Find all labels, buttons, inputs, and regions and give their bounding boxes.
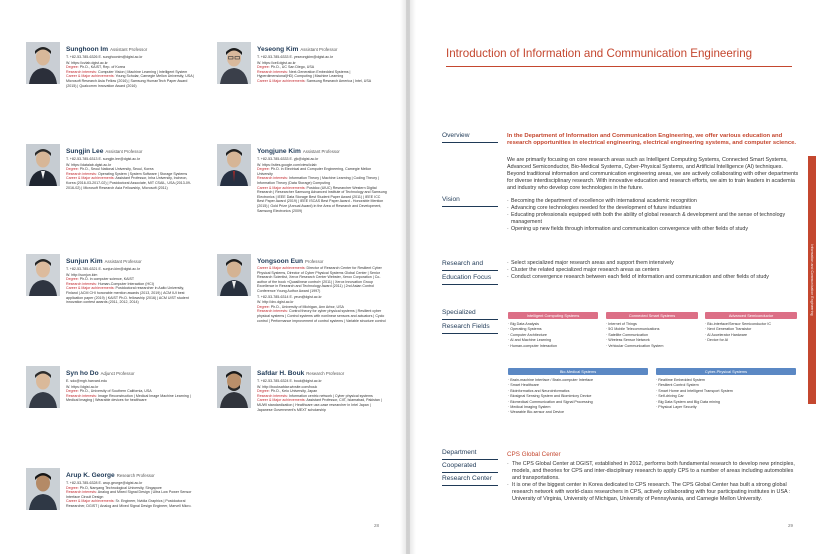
list-item: · Smart Home and Intelligent Transport System: [656, 389, 798, 394]
label-line: Research and: [442, 260, 484, 267]
degree-label: Degree:: [257, 304, 270, 309]
list-item: · Satellite Communication: [606, 333, 700, 338]
faculty-photo: [217, 42, 251, 84]
faculty-degree: Ph.D, Nanyang Technological University, Singapore: [79, 485, 162, 490]
research-label: Research interests:: [257, 393, 288, 398]
faculty-tel: T. +82-53-785-6324: [257, 379, 289, 383]
gutter-shadow: [400, 0, 416, 554]
faculty-awards: Postdoctoral researcher in Aalto University, Finland | ACM CHI honorable mention awards (2013, 2019) | ACM IUI best application paper (2019) | KAIST Ph.D. fellowship (2016) | ACM UIST student innovation contest awards (2011, 2012, 2014): [66, 286, 189, 305]
label-line: Research Fields: [442, 323, 490, 330]
vision-label: Vision: [442, 196, 460, 203]
list-item: · Operating Systems: [508, 327, 600, 332]
list-item: · Wireless Sensor Network: [606, 338, 700, 343]
faculty-awards: Director of Research Center for Resilient Cyber Physical Systems, Director of Cyber Physical Systems Global Center | Senior Research Scientist, Xerox Research Center Webster, Xerox Corporation | Co-author of the book »Quasilinear control« (2011) | Xerox Innovation Group Excellence in Research and Technology Award (2011) | 2nd Asian Control Conference Young Author Award (1997): [257, 266, 382, 293]
degree-label: Degree:: [66, 65, 79, 70]
faculty-title: Assistant Professor: [110, 47, 148, 52]
side-tab-label: Information and Communication Engineering: [810, 244, 814, 316]
faculty-web[interactable]: W. http://bouksafdar.wixsite.com/bouk: [257, 384, 318, 389]
field-header: Connected Smart Systems: [606, 312, 698, 319]
awards-label: Career & Major achievements:: [66, 499, 115, 504]
faculty-awards: Young Scholar, Carnegie Mellon University, USA | Microsoft Research Asia Fellow (2016) | Samsung HumanTech Paper Award (2015) | Qualcomm Innovation Award (2016): [66, 74, 195, 88]
title-rule: [446, 66, 792, 67]
field-list: [606, 322, 700, 349]
faculty-awards: Postdoc (UIUC) Researcher Western Digital Research | Researcher Samsung Advanced Institute of Technology and Samsung Electronics | IEEE Data Storage Best Student Paper Award (2011) | IEEE ICC Best Paper Award (2019) | IEEE ISCAS Best Paper Award - Honorable Mention (2015) | Gold Prize (Annual Award) in the Area of Research and Development, Samsung Electronics (2009): [257, 185, 387, 213]
list-item: · Bio-interface/Sensor Semiconductor IC: [705, 322, 799, 327]
faculty-research: Human-Computer Interaction (HCI): [97, 281, 154, 286]
faculty-web[interactable]: W. http://sunjun.kim: [66, 272, 98, 277]
section-divider: [442, 485, 498, 486]
research-label: Research interests:: [257, 309, 288, 314]
degree-label: Degree:: [66, 389, 79, 394]
faculty-degree: Ph.D., Seoul National University, Seoul, Korea: [79, 167, 154, 172]
list-item: · Realtime Embedded System: [656, 378, 798, 383]
faculty-card: [217, 254, 387, 364]
list-item: · AI and Machine Learning: [508, 338, 600, 343]
faculty-email[interactable]: E. yjk@dgist.ac.kr: [289, 157, 319, 161]
list-item: · Bioinformatics and Neuroinformatics: [508, 389, 650, 394]
faculty-tel: T. +82-53-785-6314: [257, 294, 289, 299]
research-label: Research interests:: [257, 176, 288, 181]
awards-label: Career & Major achievements:: [257, 185, 306, 190]
faculty-degree: Ph.D. in computer science, KAIST: [79, 277, 135, 282]
section-divider: [442, 206, 498, 207]
list-item: · Opening up new fields through information and communication convergence with other fields of study: [507, 226, 799, 233]
faculty-degree: Ph.D., KAIST, Rep. of Korea: [79, 65, 125, 70]
list-item: · Becoming the department of excellence with international academic recognition: [507, 198, 799, 205]
faculty-card: [26, 366, 196, 466]
awards-label: Career & Major achievements:: [66, 176, 115, 181]
research-label: Research interests:: [66, 393, 97, 398]
faculty-title: Assistant Professor: [302, 149, 340, 154]
list-item: · Internet of Things: [606, 322, 700, 327]
faculty-web[interactable]: W. https://sites.google.com/view/iclab: [257, 162, 317, 167]
degree-label: Degree:: [257, 167, 270, 172]
side-tab: [808, 156, 816, 404]
list-item: · Advancing core technologies needed for the development of future industries: [507, 205, 799, 212]
awards-label: Career & Major achievements:: [66, 74, 115, 79]
list-item: · The CPS Global Center at DGIST, established in 2012, performs both fundamental research to develop new principles, models, and theories for CPS and inter-disciplinary research to apply CPS to a number of areas including automobiles and transportations.: [507, 461, 799, 482]
faculty-photo: [26, 42, 60, 84]
list-item: · Big Data System and Big Data mining: [656, 400, 798, 405]
list-item: · Physical Layer Security: [656, 405, 798, 410]
field-list: [508, 322, 600, 349]
page-title: Introduction of Information and Communication Engineering: [446, 47, 753, 60]
list-item: · Self-driving Car: [656, 394, 798, 399]
overview-label: Overview: [442, 132, 470, 139]
faculty-tel: T. +82-53-785-6328: [66, 481, 98, 485]
faculty-photo: [217, 144, 251, 186]
faculty-email[interactable]: E. sunjun.kim@dgist.ac.kr: [98, 267, 141, 271]
page-number: 28: [374, 523, 380, 528]
faculty-photo: [26, 144, 60, 186]
faculty-web[interactable]: W. https://dgist.ac.kr: [66, 384, 99, 389]
list-item: · Brain-machine Interface / Brain-computer Interface: [508, 378, 650, 383]
faculty-photo: [26, 468, 60, 510]
list-item: · Human-computer Interaction: [508, 344, 600, 349]
cooperated-label: [442, 448, 492, 483]
section-divider: [442, 319, 498, 320]
section-divider: [442, 270, 498, 271]
faculty-email[interactable]: E. bouk@dgist.ac.kr: [289, 379, 322, 383]
faculty-degree: Ph.D. in Electrical and Computer Engineering, Carnegie Mellon University: [257, 167, 372, 176]
degree-label: Degree:: [66, 485, 79, 490]
faculty-research: Analog and Mixed Signal Design | Ultra Low Power Sensor Interface Circuit Design: [66, 490, 192, 499]
faculty-awards: Sr. Engineer, Nvidia Graphics | Postdoctoral Researcher, DGIST | Analog and Mixed Signal Design Engineer, Marvell Micro.: [66, 499, 192, 508]
faculty-photo: [217, 254, 251, 296]
degree-label: Degree:: [257, 389, 270, 394]
faculty-awards: Samsung Research America | Intel, USA: [306, 78, 372, 83]
faculty-research: Information Theory | Machine Learning | Coding Theory | Information Theory (Data Storage) Computing: [257, 176, 379, 185]
faculty-name: Syn ho Do: [66, 370, 99, 377]
right-page: [410, 0, 816, 554]
faculty-title: Research Professor: [306, 371, 345, 376]
faculty-title: Assistant Professor: [105, 149, 143, 154]
field-header: Intelligent Computing Systems: [508, 312, 598, 319]
awards-label: Career & Major achievements:: [257, 398, 306, 403]
list-item: · Educating professionals equipped with both the ability of global research & development and the sense of technology management: [507, 212, 799, 226]
faculty-email[interactable]: E. sunghoonim@dgist.ac.kr: [98, 55, 143, 59]
research-focus-list: [507, 260, 799, 281]
field-header: Bio-Medical Systems: [508, 368, 648, 375]
faculty-title: Adjunct Professor: [100, 371, 135, 376]
faculty-name: Safdar H. Bouk: [257, 370, 305, 377]
faculty-card: [217, 42, 387, 142]
faculty-photo: [217, 366, 251, 408]
faculty-card: [26, 254, 196, 354]
label-line: Specialized: [442, 309, 476, 316]
list-item: · Wearable Bio-sensor and Device: [508, 410, 650, 415]
section-divider: [442, 472, 498, 473]
field-header: Cyber-Physical Systems: [656, 368, 796, 375]
field-list: [656, 378, 798, 410]
faculty-card: [26, 42, 196, 142]
faculty-tel: T. +82-53-785-6326: [66, 55, 98, 59]
faculty-degree: Ph.D., UC San Diego, USA: [270, 65, 315, 70]
faculty-title: Assistant Professor: [300, 47, 338, 52]
faculty-title: Professor: [305, 259, 324, 264]
vision-list: [507, 198, 799, 233]
list-item: · It is one of the biggest center in Korea dedicated to CPS research. The CPS Global Center has built a strong global research network with world-class researchers in CPS, actively collaborating with four participating institutes in USA : University of Virginia, University of Michigan, University of Pennsylvania, and Carnegie Mellon University.: [507, 482, 799, 503]
faculty-title: Research Professor: [116, 473, 155, 478]
list-item: · Smart Healthcare: [508, 383, 650, 388]
faculty-research: Next-Generation Embedded Systems | Hyperdimensional(HD) Computing | Machine Learning: [257, 69, 351, 79]
faculty-photo: [26, 254, 60, 296]
faculty-email[interactable]: E. yeun@dgist.ac.kr: [289, 294, 322, 299]
degree-label: Degree:: [66, 277, 79, 282]
faculty-degree: Ph.D., University of Southern California, USA: [79, 389, 152, 394]
list-item: · Resilient Control System: [656, 383, 798, 388]
faculty-card: [26, 144, 196, 244]
awards-label: Career & Major achievements:: [66, 286, 115, 291]
label-line: Cooperated: [442, 462, 477, 469]
faculty-awards: Assistant Professor, CIIT, Islamabad, Pakistan | MUWI standardization | Healthcare use-case researcher in Intel Japan | Japanese Government's MEXT scholarship: [257, 398, 382, 412]
research-label: Research interests:: [66, 490, 97, 495]
left-page: [0, 0, 406, 554]
list-item: · Select specialized major research areas and support them intensively: [507, 260, 799, 267]
faculty-email[interactable]: E. sungjin.lee@dgist.ac.kr: [98, 157, 141, 161]
field-list: [705, 322, 799, 344]
list-item: · 5G Mobile Telecommunications: [606, 327, 700, 332]
overview-lead: In the Department of Information and Communication Engineering, we offer various education and research opportunities in electrical engineering, electrical engineering systems, and computer science.: [507, 133, 797, 147]
faculty-tel: T. +82-53-785-6321: [66, 267, 98, 271]
list-item: · Next Generation Transistor: [705, 327, 799, 332]
degree-label: Degree:: [257, 65, 270, 70]
faculty-name: Yongsoon Eun: [257, 258, 304, 265]
field-header: Advanced Semiconductor: [705, 312, 797, 319]
faculty-research: Control theory for cyber physical systems | Resilient cyber physical systems | Control systems with nonlinear sensors and actuators | Cyclo control | Performance improvement of control systems | Variable structure control: [257, 309, 386, 323]
list-item: · Medical Imaging System: [508, 405, 650, 410]
list-item: · Device for AI: [705, 338, 799, 343]
section-divider: [442, 333, 498, 334]
faculty-email[interactable]: E. sdo@mgh.harvard.edu: [66, 379, 108, 383]
degree-label: Degree:: [66, 167, 79, 172]
faculty-card: [217, 144, 387, 250]
label-line: Education Focus: [442, 274, 492, 281]
label-line: Research Center: [442, 475, 492, 482]
label-line: Department: [442, 449, 477, 456]
faculty-web[interactable]: W. https://cvlab.dgist.ac.kr: [66, 60, 108, 65]
faculty-name: Arup K. George: [66, 472, 115, 479]
faculty-awards: Assistant Professor, Inha University, Incheon, Korea (2016-03-2017-02) | Postdoctoral Associate, MIT CSAIL, USA (2013-09-2016-02) | Microsoft Research Asia Fellowship, Microsoft (2011): [66, 176, 192, 190]
faculty-name: Yongjune Kim: [257, 148, 301, 155]
research-label: Research interests:: [257, 69, 288, 74]
faculty-degree: Ph.D., University of Michigan, Ann Arbor, USA: [270, 304, 344, 309]
faculty-web[interactable]: W. https://datalab.dgist.ac.kr: [66, 162, 112, 167]
list-item: · Big Data Analysis: [508, 322, 600, 327]
faculty-email[interactable]: E. yeseongkim@dgist.ac.kr: [289, 55, 334, 59]
faculty-card: [26, 468, 196, 554]
page-number: 29: [788, 523, 794, 528]
list-item: · AI Accelerator Hardware: [705, 333, 799, 338]
faculty-title: Assistant Professor: [104, 259, 142, 264]
faculty-name: Sungjin Lee: [66, 148, 104, 155]
list-item: · Conduct convergence research between each field of information and communication and other fields of study: [507, 274, 799, 281]
list-item: · Biomedical Communication and Signal Processing: [508, 400, 650, 405]
overview-body: We are primarily focusing on core research areas such as Intelligent Computing Systems, Connected Smart Systems, Advanced Semiconductor, Bio-Medical Systems, Cyber-Physical Systems, and Artificial Intelligence (AI) techniques. Beyond traditional information and communication engineering areas, we are actively collaborating with other departments for diverse interdisciplinary research. With innovative education and research efforts, we aim to train leaders in academia and industry who develop core technologies in the future.: [507, 157, 799, 192]
faculty-research: Image Reconstruction | Medical Image Machine Learning | Medical Imaging | Wearable devices for healthcare: [66, 393, 191, 403]
list-item: · Vehicular Communication System: [606, 344, 700, 349]
cps-title: CPS Global Center: [507, 451, 561, 458]
faculty-tel: T. +82-53-785-6333: [257, 55, 289, 59]
faculty-degree: Ph.D., Keio University, Japan: [270, 389, 318, 394]
section-divider: [442, 142, 498, 143]
list-item: · Computer Architecture: [508, 333, 600, 338]
faculty-email[interactable]: E. arup.george@dgist.ac.kr: [98, 481, 143, 485]
faculty-tel: T. +82-53-785-6313: [66, 157, 98, 161]
faculty-name: Sunghoon Im: [66, 46, 109, 53]
faculty-photo: [26, 366, 60, 408]
faculty-web[interactable]: W. https://cell.dgist.ac.kr: [257, 60, 296, 65]
list-item: · Biosignal Sensing System and Biomimicry Device: [508, 394, 650, 399]
list-item: · Cluster the related specialized major research areas as centers: [507, 267, 799, 274]
section-divider: [442, 284, 498, 285]
cps-list: [507, 461, 799, 504]
faculty-card: [217, 366, 387, 466]
faculty-research: Operating System | System Software | Storage Systems: [97, 171, 188, 176]
awards-label: Career & Major achievements:: [257, 266, 306, 270]
research-label: Research interests:: [66, 281, 97, 286]
research-label: Research interests:: [66, 69, 97, 74]
section-divider: [442, 459, 498, 460]
faculty-research: Information centric network | Cyber physical systems: [288, 393, 373, 398]
faculty-tel: T. +82-53-785-6333: [257, 157, 289, 161]
field-list: [508, 378, 650, 416]
faculty-name: Yeseong Kim: [257, 46, 299, 53]
faculty-research: Computer Vision | Machine Learning | Intelligent System: [97, 69, 188, 74]
faculty-name: Sunjun Kim: [66, 258, 103, 265]
awards-label: Career & Major achievements:: [257, 78, 306, 83]
faculty-web[interactable]: W. http://drc.dgist.ac.kr: [257, 300, 294, 305]
research-label: Research interests:: [66, 171, 97, 176]
